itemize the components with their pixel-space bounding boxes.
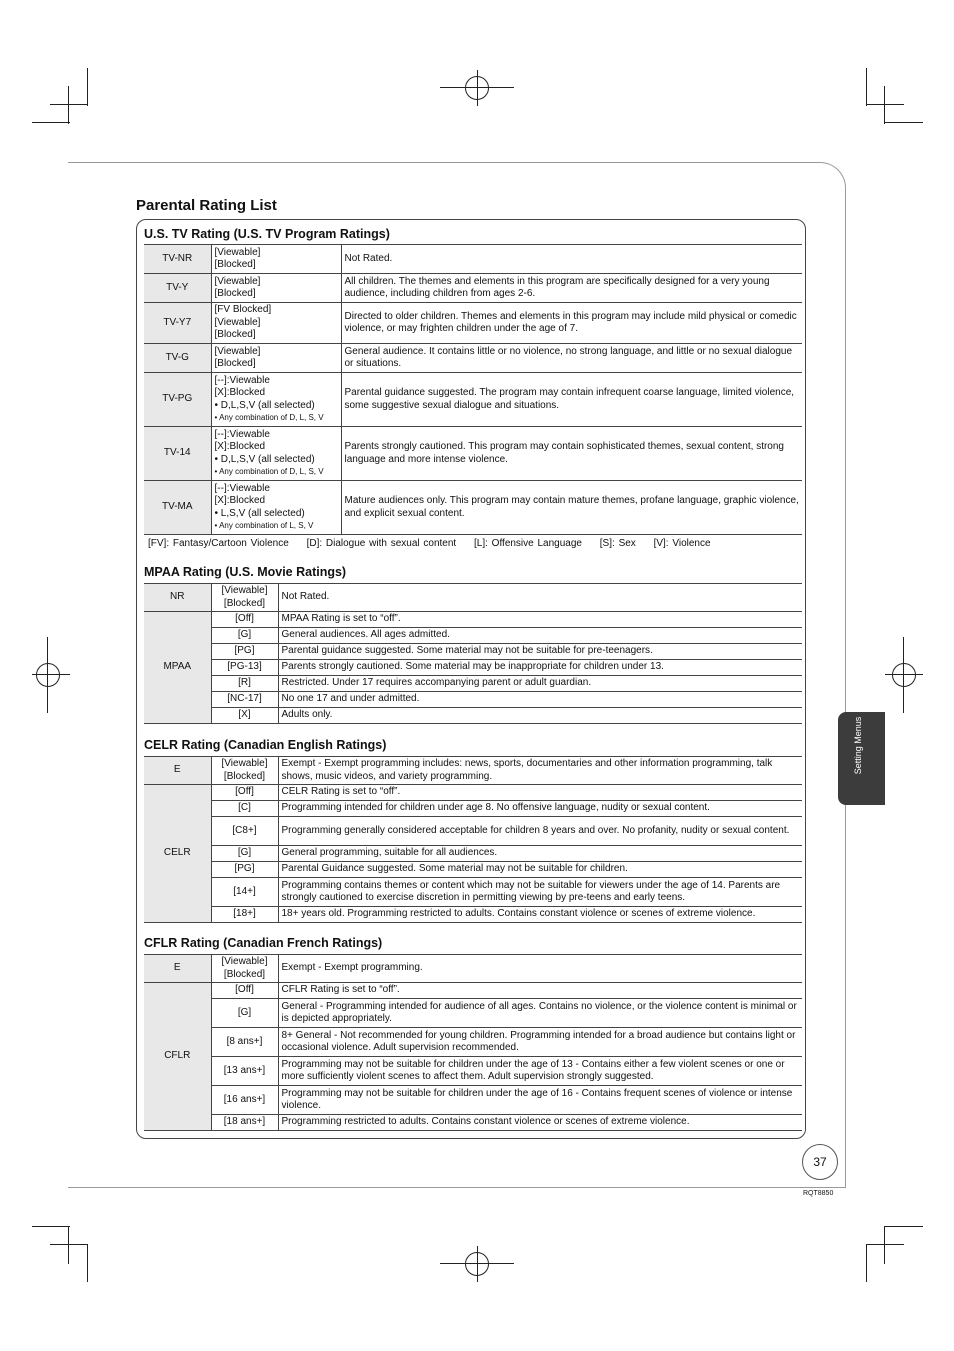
group-code: CFLR: [144, 983, 211, 1131]
rating-code: E: [144, 955, 211, 983]
rating-option: [16 ans+]: [211, 1086, 278, 1115]
option-line: [Viewable]: [214, 316, 261, 328]
page-title: Parental Rating List: [136, 197, 277, 214]
legend-item: [L]: Offensive Language: [473, 538, 582, 549]
rating-code: TV-14: [144, 427, 211, 481]
rating-option: [18+]: [211, 907, 278, 923]
option-line: [X]:Blocked: [214, 387, 266, 398]
rating-description: General audience. It contains little or no violence, no strong language, and little or no sexual dialogue or situations.: [341, 344, 802, 373]
option-line: [Blocked]: [214, 358, 256, 369]
rating-description: 18+ years old. Programming restricted to adults. Contains constant violence or scenes of extreme violence.: [278, 907, 802, 923]
cflr-rating-table: [144, 954, 802, 1131]
rating-description: Programming may not be suitable for children under the age of 13 - Contains either a few violent scenes or one or more sufficiently violent scenes to affect them. Adult supervision strongly suggested.: [278, 1057, 802, 1086]
table-row: [144, 983, 802, 999]
group-code: MPAA: [144, 612, 211, 724]
table-row: [144, 785, 802, 801]
rating-option: [Off]: [211, 983, 278, 999]
table-row: [144, 846, 802, 862]
rating-description: Not Rated.: [341, 245, 802, 274]
rating-option: [18 ans+]: [211, 1115, 278, 1131]
option-line: [Blocked]: [214, 259, 256, 270]
tv-legend: [148, 538, 725, 549]
table-row: [144, 1115, 802, 1131]
table-row: [144, 644, 802, 660]
rating-options: [211, 303, 341, 344]
option-line: • D,L,S,V (all selected): [214, 453, 315, 465]
table-row: [144, 692, 802, 708]
table-row: [144, 862, 802, 878]
group-code: CELR: [144, 785, 211, 923]
rating-options: [211, 481, 341, 535]
rating-description: All children. The themes and elements in this program are specifically designed for a very young audience, including children from ages 2-6.: [341, 274, 802, 303]
option-line: [--]:Viewable: [214, 482, 270, 494]
table-row: [144, 1057, 802, 1086]
rating-code: TV-NR: [144, 245, 211, 274]
document-code: RQT8850: [803, 1190, 834, 1197]
rating-description: Programming generally considered acceptable for children 8 years and over. No profanity, nudity or sexual content.: [278, 817, 802, 846]
table-row: [144, 878, 802, 907]
rating-description: Adults only.: [278, 708, 802, 724]
option-line: [Viewable]: [214, 345, 261, 357]
page-number: 37: [802, 1144, 838, 1180]
table-row: [144, 303, 802, 344]
cflr-section-title: CFLR Rating (Canadian French Ratings): [144, 936, 383, 950]
rating-code: TV-G: [144, 344, 211, 373]
table-row: [144, 999, 802, 1028]
rating-code: TV-Y: [144, 274, 211, 303]
celr-rating-table: [144, 756, 802, 923]
mpaa-section-title: MPAA Rating (U.S. Movie Ratings): [144, 565, 347, 579]
option-line: [Viewable]: [214, 275, 261, 287]
table-row: [144, 274, 802, 303]
rating-option: [13 ans+]: [211, 1057, 278, 1086]
rating-option: [G]: [211, 628, 278, 644]
rating-description: Restricted. Under 17 requires accompanying parent or adult guardian.: [278, 676, 802, 692]
table-row: [144, 817, 802, 846]
rating-options: [211, 373, 341, 427]
legend-item: [V]: Violence: [653, 538, 711, 549]
table-row: [144, 584, 802, 612]
table-row: [144, 1086, 802, 1115]
table-row: [144, 245, 802, 274]
table-row: [144, 660, 802, 676]
rating-description: No one 17 and under admitted.: [278, 692, 802, 708]
rating-option: [PG-13]: [211, 660, 278, 676]
option-line: [X]:Blocked: [214, 495, 266, 506]
rating-option: [X]: [211, 708, 278, 724]
legend-item: [D]: Dialogue with sexual content: [306, 538, 457, 549]
rating-description: General - Programming intended for audience of all ages. Contains no violence, or the violence content is minimal or is depicted appropriately.: [278, 999, 802, 1028]
option-line: [Blocked]: [214, 329, 256, 341]
option-line: [Viewable]: [214, 246, 261, 258]
table-row: [144, 676, 802, 692]
rating-description: Programming contains themes or content which may not be suitable for viewers under the age of 14. Parents are strongly cautioned to exercise discretion in permitting viewing by pre-teens and early teens.: [278, 878, 802, 907]
rating-description: Not Rated.: [278, 584, 802, 612]
table-row: [144, 708, 802, 724]
rating-options: [211, 344, 341, 373]
rating-option: [C8+]: [211, 817, 278, 846]
rating-option: [R]: [211, 676, 278, 692]
table-row: [144, 612, 802, 628]
option-line: • Any combination of L, S, V: [214, 521, 314, 530]
rating-description: Exempt - Exempt programming.: [278, 955, 802, 983]
rating-description: General audiences. All ages admitted.: [278, 628, 802, 644]
option-line: [X]:Blocked: [214, 441, 266, 452]
table-row: [144, 1028, 802, 1057]
rating-options: [211, 245, 341, 274]
rating-description: Parents strongly cautioned. This program may contain sophisticated themes, sexual content, strong language and more intense violence.: [341, 427, 802, 481]
option-line: [--]:Viewable: [214, 374, 270, 386]
mpaa-rating-table: [144, 583, 802, 724]
table-row: [144, 757, 802, 785]
table-row: [144, 628, 802, 644]
option-line: [Blocked]: [214, 288, 256, 299]
rating-description: 8+ General - Not recommended for young children. Programming intended for a broad audience but contains light or occasional violence. Adult supervision recommended.: [278, 1028, 802, 1057]
rating-option: [G]: [211, 846, 278, 862]
table-row: [144, 801, 802, 817]
rating-description: Programming may not be suitable for children under the age of 16 - Contains frequent scenes of violence or intense violence.: [278, 1086, 802, 1115]
rating-option: [8 ans+]: [211, 1028, 278, 1057]
rating-option: [PG]: [211, 862, 278, 878]
rating-option: [14+]: [211, 878, 278, 907]
option-line: [FV Blocked]: [214, 304, 272, 316]
rating-options: [Viewable] [Blocked]: [211, 584, 278, 612]
rating-options: [211, 274, 341, 303]
rating-code: TV-Y7: [144, 303, 211, 344]
rating-code: TV-PG: [144, 373, 211, 427]
rating-description: Parental Guidance suggested. Some material may not be suitable for children.: [278, 862, 802, 878]
rating-option: [PG]: [211, 644, 278, 660]
rating-description: Parental guidance suggested. The program may contain infrequent coarse language, limited violence, some suggestive sexual dialogue and situations.: [341, 373, 802, 427]
rating-options: [Viewable] [Blocked]: [211, 955, 278, 983]
option-line: [--]:Viewable: [214, 428, 270, 440]
rating-description: Parents strongly cautioned. Some material may be inappropriate for children under 13.: [278, 660, 802, 676]
rating-description: Mature audiences only. This program may contain mature themes, profane language, graphic violence, and explicit sexual content.: [341, 481, 802, 535]
option-note: • Any combination of D, L, S, V: [214, 413, 324, 422]
table-row: [144, 427, 802, 481]
rating-option: [C]: [211, 801, 278, 817]
rating-option: [Off]: [211, 785, 278, 801]
tv-section-title: U.S. TV Rating (U.S. TV Program Ratings): [144, 227, 390, 241]
rating-options: [Viewable] [Blocked]: [211, 757, 278, 785]
option-line: • L,S,V (all selected): [214, 507, 305, 519]
table-row: [144, 907, 802, 923]
table-row: [144, 955, 802, 983]
rating-description: CELR Rating is set to “off”.: [278, 785, 802, 801]
option-note: • Any combination of D, L, S, V: [214, 467, 324, 476]
rating-description: CFLR Rating is set to “off”.: [278, 983, 802, 999]
table-row: [144, 344, 802, 373]
rating-option: [Off]: [211, 612, 278, 628]
rating-code: E: [144, 757, 211, 785]
rating-description: Exempt - Exempt programming includes: news, sports, documentaries and other information programming, talk shows, music videos, and variety programming.: [278, 757, 802, 785]
tv-rating-table: [144, 244, 802, 535]
table-row: [144, 481, 802, 535]
rating-description: Programming intended for children under age 8. No offensive language, nudity or sexual content.: [278, 801, 802, 817]
side-tab-label: Setting Menus: [853, 716, 863, 775]
rating-description: MPAA Rating is set to “off”.: [278, 612, 802, 628]
rating-description: Programming restricted to adults. Contains constant violence or scenes of extreme violence.: [278, 1115, 802, 1131]
rating-code: TV-MA: [144, 481, 211, 535]
rating-description: Directed to older children. Themes and elements in this program may include mild physical or comedic violence, or may frighten children under the age of 7.: [341, 303, 802, 344]
rating-code: NR: [144, 584, 211, 612]
option-line: • D,L,S,V (all selected): [214, 399, 315, 411]
rating-description: General programming, suitable for all audiences.: [278, 846, 802, 862]
rating-description: Parental guidance suggested. Some material may not be suitable for pre-teenagers.: [278, 644, 802, 660]
legend-item: [S]: Sex: [599, 538, 636, 549]
rating-option: [G]: [211, 999, 278, 1028]
side-tab: [838, 712, 885, 805]
rating-option: [NC-17]: [211, 692, 278, 708]
rating-options: [211, 427, 341, 481]
legend-item: [FV]: Fantasy/Cartoon Violence: [148, 538, 289, 549]
table-row: [144, 373, 802, 427]
celr-section-title: CELR Rating (Canadian English Ratings): [144, 738, 387, 752]
